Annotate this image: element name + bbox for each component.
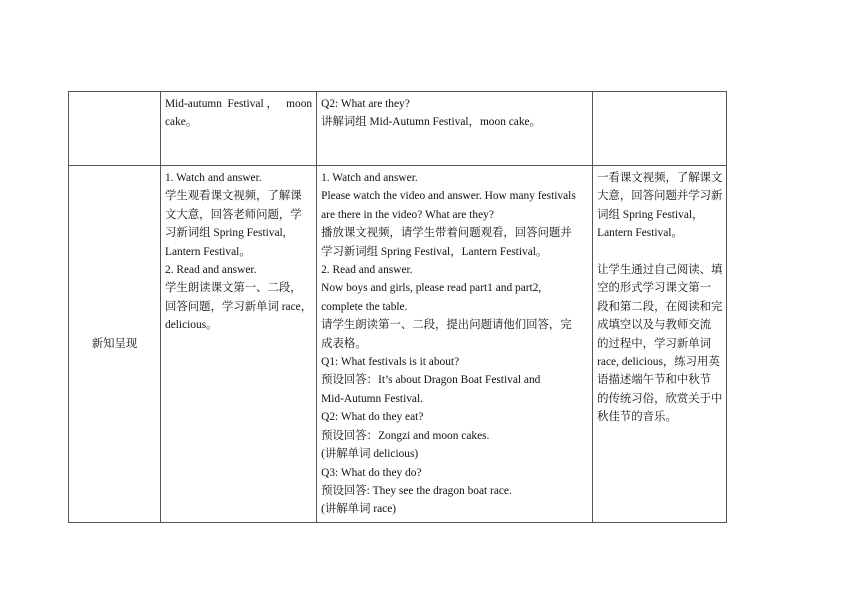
cell-text: (讲解单词 delicious)	[321, 448, 419, 461]
student-activity-cell	[161, 92, 317, 166]
cell-text: complete the table.	[321, 300, 408, 313]
cell-text: 秋佳节的音乐。	[597, 411, 677, 424]
cell-text: 2. Read and answer.	[321, 264, 413, 277]
cell-text: race, delicious，练习用英	[597, 356, 720, 369]
cell-text: 预设回答: They see the dragon boat race.	[321, 484, 512, 497]
cell-text: 习新词组 Spring Festival,	[165, 227, 286, 240]
cell-text: (讲解单词 race)	[321, 503, 397, 516]
cell-text: 1. Watch and answer.	[321, 172, 418, 184]
cell-text: 讲解词组 Mid-Autumn Festival，moon cake。	[321, 116, 541, 129]
cell-text: 播放课文视频，请学生带着问题观看，回答问题并	[321, 227, 572, 240]
cell-text: Lantern Festival。	[597, 227, 683, 240]
cell-text: 预设回答：Zongzi and moon cakes.	[321, 429, 490, 442]
student-activity-cell	[161, 166, 317, 523]
cell-text: 1. Watch and answer.	[165, 172, 262, 184]
cell-text: 成表格。	[321, 337, 367, 350]
cell-text: Now boys and girls, please read part1 and part2,	[321, 282, 542, 295]
cell-text: 成填空以及与教师交流	[597, 319, 712, 332]
cell-text: cake。	[165, 116, 198, 129]
cell-text: 学生观看课文视频，了解课	[165, 190, 302, 203]
cell-text: 一看课文视频，了解课文	[597, 172, 723, 184]
cell-text: Please watch the video and answer. How many festivals	[321, 190, 576, 203]
cell-text: 学生朗读课文第一、二段，	[165, 282, 302, 295]
cell-text: 词组 Spring Festival，	[597, 208, 704, 221]
table-row	[69, 92, 727, 166]
paragraph-gap	[597, 243, 722, 261]
purpose-cell	[593, 92, 727, 166]
cell-text: Q2: What do they eat?	[321, 411, 424, 424]
cell-text: 段和第二段，在阅读和完	[597, 300, 723, 313]
cell-text: delicious。	[165, 319, 218, 332]
table-row	[69, 166, 727, 523]
cell-text: are there in the video? What are they?	[321, 208, 494, 221]
lesson-plan-table	[68, 91, 727, 523]
cell-text: Mid-Autumn Festival.	[321, 392, 423, 405]
cell-text: 的过程中，学习新单词	[597, 337, 712, 350]
teacher-activity-cell	[317, 92, 593, 166]
cell-text: 2. Read and answer.	[165, 264, 257, 277]
cell-text: Q1: What festivals is it about?	[321, 356, 460, 369]
cell-text: 语描述端午节和中秋节	[597, 374, 712, 387]
cell-text: 预设回答：It’s about Dragon Boat Festival and	[321, 374, 541, 387]
cell-text: 让学生通过自己阅读、填	[597, 264, 723, 277]
cell-text: 文大意，回答老师问题，学	[165, 208, 302, 221]
cell-text: 请学生朗读第一、二段，提出问题请他们回答，完	[321, 319, 572, 332]
cell-text: 空的形式学习课文第一	[597, 282, 712, 295]
cell-text: 学习新词组 Spring Festival，Lantern Festival。	[321, 245, 548, 258]
cell-text: 大意，回答问题并学习新	[597, 190, 723, 203]
stage-cell: 新知呈现	[69, 166, 161, 523]
cell-text: Lantern Festival。	[165, 245, 251, 258]
cell-text: Q2: What are they?	[321, 98, 410, 110]
purpose-cell	[593, 166, 727, 523]
cell-text: 回答问题，学习新单词 race，	[165, 300, 313, 313]
stage-cell	[69, 92, 161, 166]
teacher-activity-cell	[317, 166, 593, 523]
cell-text: Q3: What do they do?	[321, 466, 422, 479]
cell-text: 的传统习俗，欣赏关于中	[597, 392, 723, 405]
cell-text: Mid-autumn Festival， moon	[165, 98, 313, 110]
